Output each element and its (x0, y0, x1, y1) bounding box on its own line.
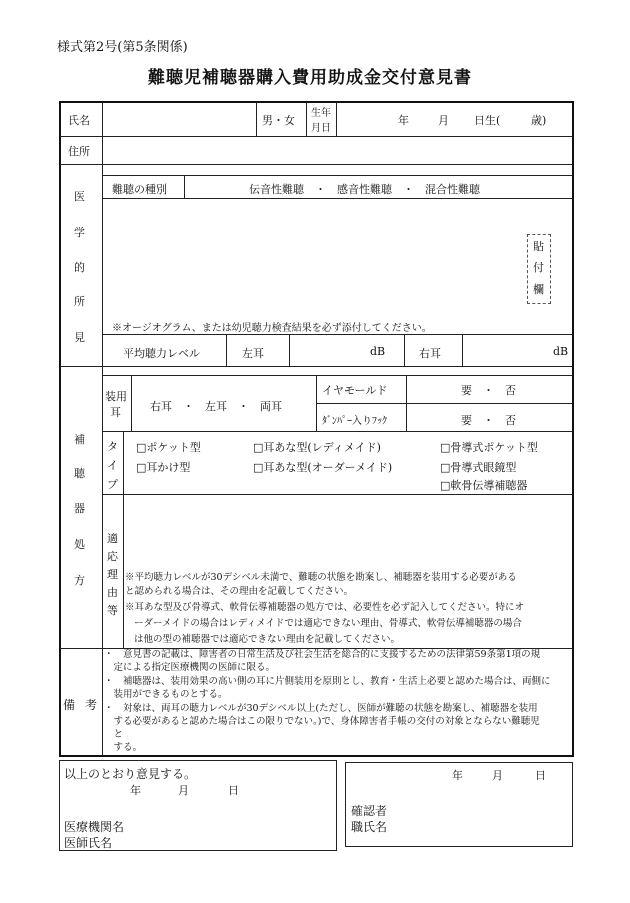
birth-label: 生年 (311, 108, 331, 119)
remarks-line-4: 装用ができるものとする。 (104, 689, 228, 700)
earmold-options[interactable]: 要 ・ 否 (461, 384, 516, 397)
remarks-line-6: する必要があると認めた場合はこの限りでない。)で、身体障害者手帳の交付の対象とならない難聴児 (104, 716, 540, 727)
confirmer-label: 確認者 (351, 804, 388, 818)
footer-left-day: 日 (228, 784, 239, 797)
reason-note-2a: ※耳あな型及び骨導式、軟骨伝導補聴器の処方では、必要性を必ず記入してください。特にオ (125, 602, 525, 613)
left-ear-label: 左耳 (242, 347, 264, 360)
type-char-2: イ (107, 459, 118, 472)
type-char-1: タ (107, 440, 118, 453)
medical-char-2: 学 (74, 226, 85, 239)
attach-char-1: 貼 (533, 240, 544, 253)
page-title: 難聴児補聴器購入費用助成金交付意見書 (148, 68, 472, 88)
footer-right-year: 年 (452, 769, 463, 782)
reason-note-2c: は他の型の補聴器では適応できない理由を記載してください。 (134, 634, 401, 645)
remarks-line-5: ・ 対象は、両耳の聴力レベルが30デシベル以上(ただし、医師が難聴の状態を勘案し、補聴器を装用 (104, 703, 538, 714)
earmold-label: イヤモールド (322, 384, 388, 397)
address-input[interactable] (104, 138, 570, 162)
attach-char-3: 欄 (533, 283, 544, 296)
reason-char-5: 等 (107, 604, 118, 617)
average-hearing-label: 平均聴力レベル (123, 347, 200, 360)
remarks-label-2: 考 (85, 698, 98, 712)
official-label: 職氏名 (351, 820, 388, 834)
type-ear-ready-checkbox[interactable]: □耳あな型(レディメイド) (253, 441, 381, 454)
damper-hook-label: ﾀﾞﾝﾊﾟｰ入りﾌｯｸ (322, 416, 387, 427)
birth-year: 年 (398, 114, 409, 127)
remarks-line-1: ・ 意見書の記載は、障害者の日常生活及び社会生活を総合的に支援するための法律第59条第1項の規 (104, 649, 541, 660)
footer-left-month: 月 (178, 784, 189, 797)
reason-char-2: 応 (107, 550, 118, 563)
left-ear-db: dB (370, 345, 386, 358)
medical-char-4: 所 (74, 295, 85, 308)
audiogram-note: ※オージオグラム、または幼児聴力検査結果を必ず添付してください。 (112, 323, 432, 334)
doctor-label: 医師氏名 (64, 836, 113, 850)
damper-hook-options[interactable]: 要 ・ 否 (461, 414, 516, 427)
birth-month: 月 (438, 114, 449, 127)
type-ear-custom-checkbox[interactable]: □耳あな型(オーダーメイド) (253, 461, 393, 474)
type-bone-glasses-checkbox[interactable]: □骨導式眼鏡型 (440, 461, 517, 474)
age-label: 歳) (531, 114, 547, 127)
remarks-line-2: 定による指定医療機関の医師に限る。 (104, 662, 276, 673)
gender-options[interactable]: 男・女 (262, 114, 295, 127)
right-ear-db: dB (553, 345, 569, 358)
reason-char-3: 理 (107, 568, 118, 581)
remarks-line-3: ・ 補聴器は、装用効果の高い側の耳に片側装用を原則とし、教育・生活上必要と認めた場合は、両側に (104, 676, 551, 687)
footer-right-month: 月 (492, 769, 503, 782)
birth-label-2: 月日 (311, 123, 331, 134)
name-label: 氏名 (68, 114, 90, 127)
attach-char-2: 付 (533, 261, 544, 274)
footer-left-year: 年 (130, 784, 141, 797)
name-input[interactable] (104, 104, 254, 134)
reason-note-1b: と認められる場合は、その理由を記載してください。 (125, 586, 354, 597)
wear-ear-options[interactable]: 右耳 ・ 左耳 ・ 両耳 (150, 400, 282, 413)
institution-label: 医療機関名 (64, 820, 125, 834)
type-soft-bone-checkbox[interactable]: □軟骨伝導補聴器 (440, 479, 528, 492)
prescription-char-1: 補 (74, 433, 85, 446)
prescription-char-4: 処 (74, 538, 85, 551)
remarks-line-8: する。 (104, 742, 143, 753)
type-pocket-checkbox[interactable]: □ポケット型 (136, 441, 201, 454)
type-bone-pocket-checkbox[interactable]: □骨導式ポケット型 (440, 441, 538, 454)
hearing-loss-type-options[interactable]: 伝音性難聴 ・ 感音性難聴 ・ 混合性難聴 (249, 183, 480, 196)
wear-ear-label-2: 耳 (110, 406, 121, 419)
medical-char-3: 的 (74, 261, 85, 274)
prescription-char-2: 聴 (74, 467, 85, 480)
type-char-3: プ (107, 478, 118, 491)
footer-right-day: 日 (535, 769, 546, 782)
reason-note-1a: ※平均聴力レベルが30デシベル未満で、難聴の状態を勘案し、補聴器を装用する必要がある (125, 572, 517, 583)
remarks-label-1: 備 (63, 698, 76, 712)
remarks-line-7: と (104, 729, 124, 740)
type-behind-ear-checkbox[interactable]: □耳かけ型 (136, 461, 191, 474)
reason-note-2b: ーダーメイドの場合はレディメイドでは適応できない理由、骨導式、軟骨伝導補聴器の場合 (134, 618, 522, 629)
prescription-char-5: 方 (74, 574, 85, 587)
birth-day: 日生( (474, 114, 501, 127)
form-number: 様式第2号(第5条関係) (57, 40, 188, 55)
statement: 以上のとおり意見する。 (64, 767, 197, 781)
wear-ear-label: 装用 (105, 390, 127, 403)
prescription-char-3: 器 (74, 502, 85, 515)
reason-char-4: 由 (107, 586, 118, 599)
address-label: 住所 (68, 145, 90, 158)
medical-char-5: 見 (74, 331, 85, 344)
right-ear-label: 右耳 (419, 347, 441, 360)
hearing-loss-type-label: 難聴の種別 (112, 183, 167, 196)
medical-char-1: 医 (74, 190, 85, 203)
reason-char-1: 適 (107, 532, 118, 545)
